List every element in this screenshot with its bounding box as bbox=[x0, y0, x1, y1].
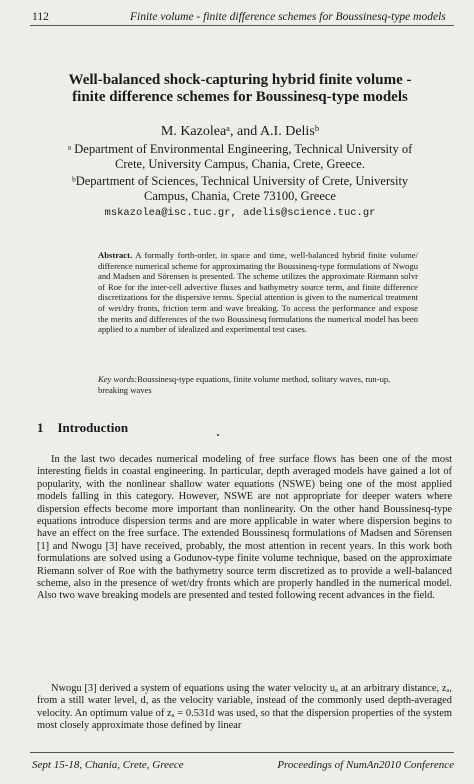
running-header bbox=[30, 8, 454, 26]
speck-mark bbox=[217, 434, 219, 436]
section-number: 1 bbox=[37, 420, 44, 435]
paper-title bbox=[40, 72, 440, 106]
affiliation-b bbox=[40, 174, 440, 204]
section-heading bbox=[37, 420, 128, 436]
author-emails: mskazolea@isc.tuc.gr, adelis@science.tuc.gr bbox=[104, 207, 376, 219]
page-number: 112 bbox=[32, 11, 49, 23]
footer-proceedings: Proceedings of NumAn2010 Conference bbox=[277, 759, 454, 771]
affiliation-a-line-2: Crete, University Campus, Chania, Crete, Greece. bbox=[115, 157, 365, 171]
page-footer bbox=[30, 752, 454, 774]
affiliation-b-line-1: ᵇDepartment of Sciences, Technical University of Crete, University bbox=[71, 174, 409, 188]
affiliation-a-line-1: ᵃ Department of Environmental Engineering, Technical University of bbox=[67, 142, 413, 156]
affiliation-a bbox=[40, 142, 440, 172]
abstract-label: Abstract. bbox=[98, 250, 133, 260]
authors: M. Kazoleaᵃ, and A.I. Delisᵇ bbox=[160, 124, 320, 139]
title-line-1: Well-balanced shock-capturing hybrid finite volume - bbox=[68, 72, 412, 88]
intro-paragraph-2: Nwogu [3] derived a system of equations using the water velocity uₐ at an arbitrary distance, zₐ, from a still water level, d, as the velocity variable, instead of the commonly used depth-averaged velocity. An optimum value of zₐ = 0.531d was used, so that the dispersion properties of the system most closely approximate those defined by linear bbox=[37, 683, 452, 732]
keywords-text: Boussinesq-type equations, finite volume method, solitary waves, run-up, breaking waves bbox=[98, 374, 391, 395]
intro-paragraph-1: In the last two decades numerical modeling of free surface flows has been one of the most interesting fields in coastal engineering. In particular, depth averaged models have gained a lot of popularity, with the nonlinear shallow water equations (NSWE) being one of the most applied models falling in this category. However, NSWE are not appropriate for deeper waters where dispersion effects become more important than nonlinearity. On the other hand Boussinesq-type equations introduce dispersion terms and are more applicable in water where dispersion begins to have an effect on the free surface. The extended Boussinesq formulations of Madsen and Sörensen [1] and Nwogu [3] have received, probably, the most attention in recent years. In this work both formulations are solved using a Godunov-type finite volume technique, based on the approximate Riemann solver of Roe with the bathymetry source term discretized as to provide a well-balanced scheme, also in the presence of wet/dry fronts which are properly handled in the numerical model. Also two wave breaking models are presented and tested following recent advances in the field. bbox=[37, 454, 452, 602]
keywords bbox=[98, 374, 418, 395]
affiliation-b-line-2: Campus, Chania, Crete 73100, Greece bbox=[144, 189, 336, 203]
keywords-label: Key words: bbox=[98, 374, 138, 384]
title-line-2: finite difference schemes for Boussinesq-type models bbox=[72, 89, 408, 105]
footer-venue: Sept 15-18, Chania, Crete, Greece bbox=[32, 759, 184, 771]
running-title: Finite volume - finite difference schemes for Boussinesq-type models bbox=[130, 11, 446, 23]
abstract bbox=[98, 250, 418, 335]
abstract-text: A formally forth-order, in space and time, well-balanced hybrid finite volume/ difference numerical scheme for approximating the Boussinesq-type formulations of Nwogu and Madsen and Sörensen is presented. The scheme utilizes the approximate Riemann solvr of Roe for the inter-cell advective fluxes and bathymetry source term, and finite difference discretizations for the dispersive terms. Special attention is given to the numerical treatment of wet/dry fronts, friction term and wave breaking. To access the performance and expose the merits and differences of the two Boussinesq formulations the numerical model has been applied to a number of idealized and experimental test cases. bbox=[98, 250, 418, 335]
section-title: Introduction bbox=[57, 420, 129, 435]
